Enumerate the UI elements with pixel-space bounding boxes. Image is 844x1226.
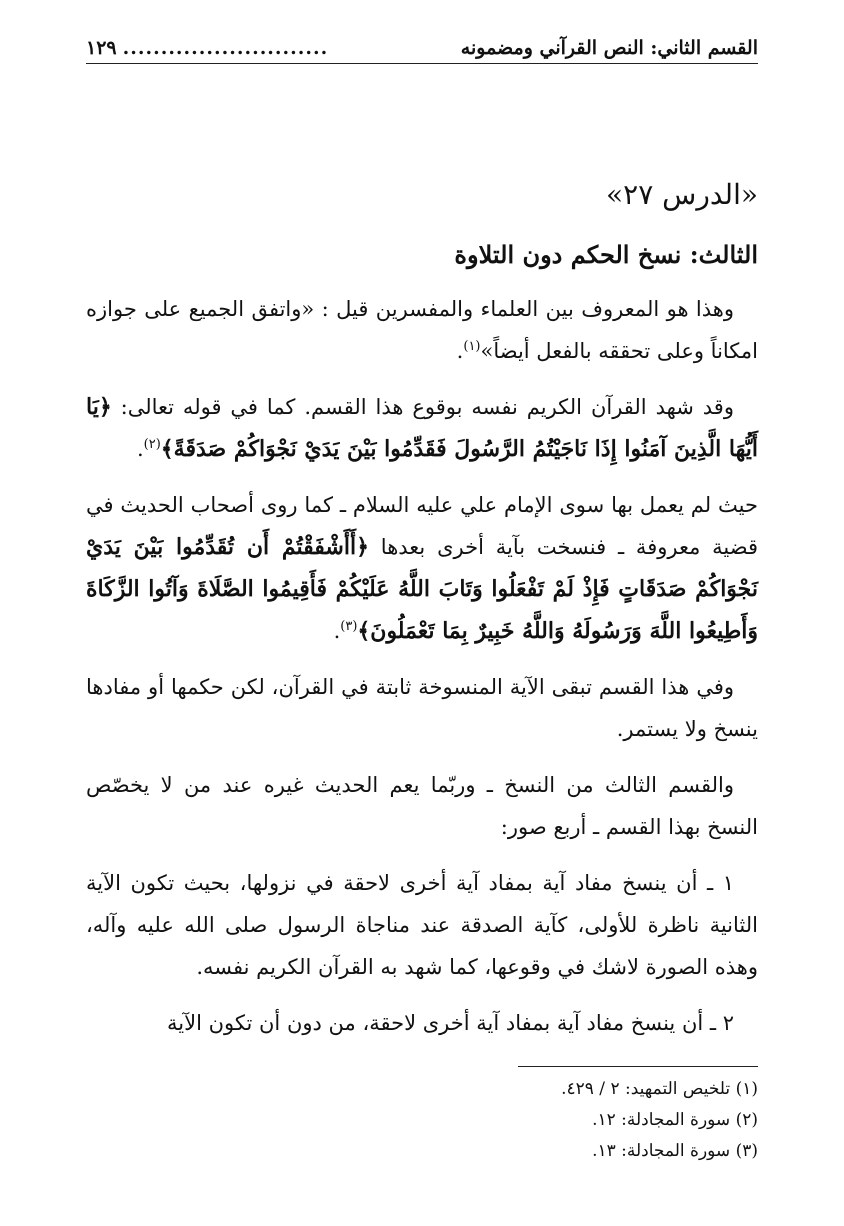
- paragraph-text: وفي هذا القسم تبقى الآية المنسوخة ثابتة في القرآن، لكن حكمها أو مفادها ينسخ ولا يستمر.: [86, 675, 758, 741]
- paragraph: [86, 484, 758, 652]
- body-text: [86, 288, 758, 1058]
- lesson-title: «الدرس ٢٧»: [606, 178, 758, 211]
- quran-verse: ﴿يَا أَيُّهَا الَّذِينَ آمَنُوا إِذَا نَاجَيْتُمُ الرَّسُولَ فَقَدِّمُوا بَيْنَ يَدَيْ نَجْوَاكُمْ صَدَقَةً﴾: [86, 394, 758, 462]
- paragraph-text: والقسم الثالث من النسخ ـ وربّما يعم الحديث غيره عند من لا يخصّص النسخ بهذا القسم ـ أربع صور:: [86, 773, 758, 839]
- header-title: القسم الثاني: النص القرآني ومضمونه: [460, 37, 758, 59]
- header-dots: ...........................: [122, 37, 329, 59]
- paragraph: [86, 288, 758, 372]
- paragraph-text: وقد شهد القرآن الكريم نفسه بوقوع هذا القسم. كما في قوله تعالى:: [120, 395, 734, 419]
- paragraph-end: .: [456, 339, 464, 363]
- footnote-ref: (١): [463, 339, 481, 354]
- paragraph-text: حيث لم يعمل بها سوى الإمام علي عليه السلام ـ كما روى أصحاب الحديث في قضية معروفة ـ فنسخت بآية أخرى بعدها: [86, 493, 758, 559]
- paragraph: [86, 764, 758, 848]
- footnotes: [86, 1074, 758, 1167]
- header-page-number: ١٢٩: [86, 37, 117, 59]
- paragraph-text: وهذا هو المعروف بين العلماء والمفسرين قيل : «واتفق الجميع على جوازه امكاناً وعلى تحققه بالفعل أيضاً»: [86, 297, 758, 363]
- paragraph-text: ٢ ـ أن ينسخ مفاد آية بمفاد آية أخرى لاحقة، من دون أن تكون الآية: [167, 1011, 734, 1035]
- section-heading: الثالث: نسخ الحكم دون التلاوة: [454, 240, 758, 269]
- paragraph-end: .: [136, 437, 144, 461]
- paragraph-end: .: [333, 619, 341, 643]
- paragraph: [86, 666, 758, 750]
- quran-verse: ﴿أَأَشْفَقْتُمْ أَن تُقَدِّمُوا بَيْنَ يَدَيْ نَجْوَاكُمْ صَدَقَاتٍ فَإِذْ لَمْ تَفْعَلُوا وَتَابَ اللَّهُ عَلَيْكُمْ فَأَقِيمُوا الصَّلَاةَ وَآتُوا الزَّكَاةَ وَأَطِيعُوا اللَّهَ وَرَسُولَهُ وَاللَّهُ خَبِيرٌ بِمَا تَعْمَلُونَ﴾: [86, 534, 758, 644]
- footnote-divider: [518, 1066, 758, 1067]
- footnote: (١) تلخيص التمهيد: ٢ / ٤٢٩.: [561, 1079, 758, 1099]
- paragraph: [86, 386, 758, 470]
- header-left: [86, 37, 328, 59]
- footnote-ref: (٢): [143, 437, 161, 452]
- paragraph: [86, 862, 758, 988]
- running-header: [86, 30, 758, 64]
- footnote: (٣) سورة المجادلة: ١٣.: [592, 1141, 758, 1161]
- paragraph: [86, 1002, 758, 1044]
- footnote-ref: (٣): [340, 619, 358, 634]
- paragraph-text: ١ ـ أن ينسخ مفاد آية بمفاد آية أخرى لاحقة في نزولها، بحيث تكون الآية الثانية ناظرة للأولى، كآية الصدقة عند مناجاة الرسول صلى الله عليه وآله، وهذه الصورة لاشك في وقوعها، كما شهد به القرآن الكريم نفسه.: [86, 871, 758, 979]
- footnote: (٢) سورة المجادلة: ١٢.: [592, 1110, 758, 1130]
